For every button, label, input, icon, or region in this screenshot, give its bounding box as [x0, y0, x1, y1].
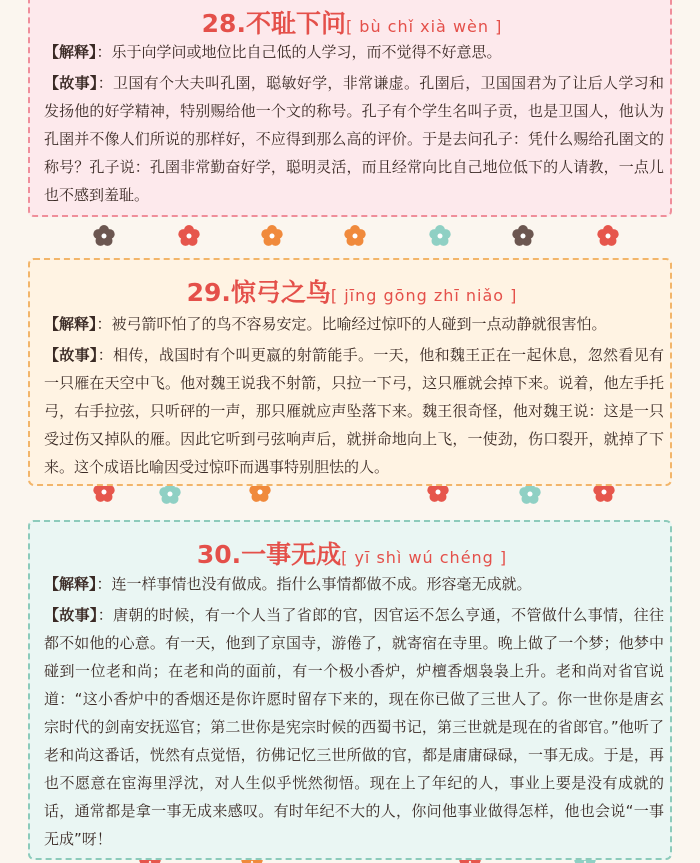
explanation-tag: 【解释】 — [44, 575, 97, 593]
idiom-body-30 — [44, 570, 664, 856]
story-text: ：相传，战国时有个叫更嬴的射箭能手。一天，他和魏王正在一起休息，忽然看见有一只雁在天空中飞。他对魏王说我不射箭，只拉一下弓，这只雁就会掉下来。说着，他左手托弓，右手拉弦，只听砰的一声，那只雁就应声坠落下来。魏王很奇怪，他对魏王说：这是一只受过伤又掉队的雁。因此它听到弓弦响声后，就拼命地向上飞，一使劲，伤口裂开，就掉了下来。这个成语比喻因受过惊吓而遇事特别胆怯的人。 — [44, 346, 664, 476]
story-tag: 【故事】 — [44, 74, 98, 92]
idiom-title-29 — [30, 273, 674, 309]
flower-row-1 — [93, 225, 618, 246]
story-text: ：卫国有个大夫叫孔圉，聪敏好学，非常谦虚。孔圉后，卫国国君为了让后人学习和发扬他的好学精神，特别赐给他一个文的称号。孔子有个学生名叫子贡，也是卫国人，他认为孔圉并不像人们所说的那样好，不应得到那么高的评价。于是去问孔子：凭什么赐给孔圉文的称号？孔子说：孔圉非常勤奋好学，聪明灵活，而且经常向比自己地位低下的人请教，一点儿也不感到羞耻。 — [44, 74, 664, 204]
explanation-text: ：被弓箭吓怕了的鸟不容易安定。比喻经过惊吓的人碰到一点动静就很害怕。 — [96, 315, 607, 333]
idiom-body-28 — [44, 38, 664, 212]
idiom-card-29 — [28, 258, 672, 486]
story-tag: 【故事】 — [44, 346, 98, 364]
idiom-card-28 — [28, 0, 672, 217]
explanation-tag: 【解释】 — [44, 315, 97, 333]
explanation-tag: 【解释】 — [44, 43, 97, 61]
idiom-name: 28.不耻下问 — [201, 9, 346, 38]
story-tag: 【故事】 — [44, 606, 98, 624]
explanation-paragraph — [44, 310, 664, 338]
story-paragraph — [44, 341, 664, 481]
explanation-paragraph — [44, 38, 664, 66]
story-text: ：唐朝的时候，有一个人当了省郎的官，因官运不怎么亨通，不管做什么事情，往往都不如他的心意。有一天，他到了京国寺，游倦了，就寄宿在寺里。晚上做了一个梦；他梦中碰到一位老和尚；在老和尚的面前，有一个极小香炉，炉檀香烟袅袅上升。老和尚对省官说道：“这小香炉中的香烟还是你许愿时留存下来的，现在你已做了三世人了。你一世你是唐玄宗时代的剑南安抚巡官；第二世你是宪宗时候的西蜀书记，第三世就是现在的省郎官。”他听了老和尚这番话，恍然有点觉悟，彷佛记忆三世所做的官，都是庸庸碌碌，一事无成。于是，再也不愿意在宦海里浮沈，对人生似乎恍然彻悟。现在上了年纪的人，事业上要是没有成就的话，通常都是拿一事无成来感叹。有时年纪不大的人，你问他事业做得怎样，他也会说“一事无成”呀！ — [44, 606, 664, 848]
explanation-text: ：乐于向学问或地位比自己低的人学习，而不觉得不好意思。 — [96, 43, 502, 61]
idiom-title-30 — [30, 535, 674, 571]
story-paragraph — [44, 601, 664, 853]
explanation-text: ：连一样事情也没有做成。指什么事情都做不成。形容毫无成就。 — [96, 575, 532, 593]
idiom-card-30 — [28, 520, 672, 860]
idiom-body-29 — [44, 310, 664, 484]
idiom-name: 30.一事无成 — [196, 540, 342, 569]
idiom-name: 29.惊弓之鸟 — [186, 278, 331, 307]
idiom-pinyin: [ jīng gōng zhī niǎo ] — [330, 286, 518, 305]
idiom-pinyin: [ bù chǐ xià wèn ] — [345, 17, 503, 36]
idiom-pinyin: [ yī shì wú chéng ] — [341, 548, 508, 567]
story-paragraph — [44, 69, 664, 209]
idiom-title-28 — [30, 4, 674, 40]
explanation-paragraph — [44, 570, 664, 598]
